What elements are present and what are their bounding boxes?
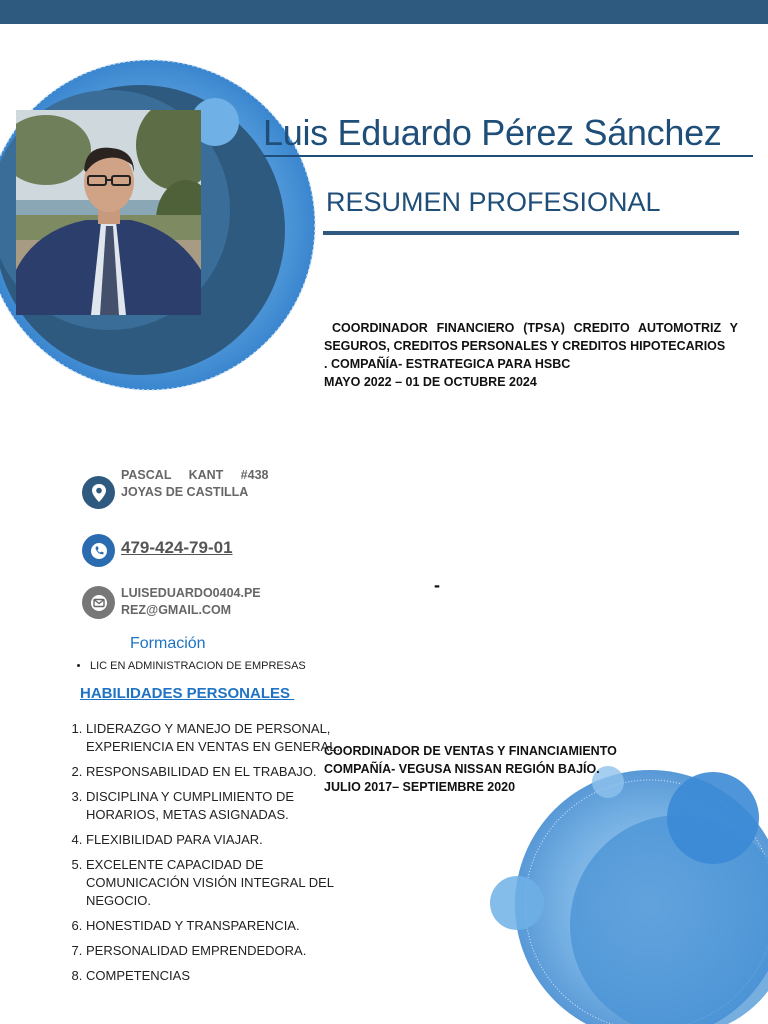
location-pin-icon xyxy=(82,476,115,509)
phone-number[interactable]: 479-424-79-01 xyxy=(121,538,233,557)
skill-item: 6. HONESTIDAD Y TRANSPARENCIA. xyxy=(86,917,361,935)
address-text xyxy=(121,467,269,501)
experience-line: COORDINADOR FINANCIERO (TPSA) CREDITO AUTOMOTRIZ Y xyxy=(332,321,738,335)
experience-line: SEGUROS, CREDITOS PERSONALES Y CREDITOS HIPOTECARIOS xyxy=(324,339,726,353)
formacion-list xyxy=(60,660,306,672)
skill-item: 5. EXCELENTE CAPACIDAD DE COMUNICACIÓN VISIÓN INTEGRAL DEL NEGOCIO. xyxy=(86,856,361,910)
email-icon xyxy=(82,586,115,619)
formacion-heading: Formación xyxy=(130,635,206,652)
profile-photo xyxy=(16,110,201,315)
skill-item: 1. LIDERAZGO Y MANEJO DE PERSONAL, EXPERIENCIA EN VENTAS EN GENERAL. xyxy=(86,720,361,756)
email-line: LUISEDUARDO0404.PE xyxy=(121,586,261,600)
habilidades-heading: HABILIDADES PERSONALES xyxy=(80,685,295,702)
skill-item: 8. COMPETENCIAS xyxy=(86,967,361,985)
experience-line: COORDINADOR DE VENTAS Y FINANCIAMIENTO xyxy=(324,744,617,758)
address-line: JOYAS DE CASTILLA xyxy=(121,485,249,499)
experience-line: COMPAÑÍA- VEGUSA NISSAN REGIÓN BAJÍO. xyxy=(324,762,600,776)
skill-item: 3. DISCIPLINA Y CUMPLIMIENTO DE HORARIOS, METAS ASIGNADAS. xyxy=(86,788,361,824)
experience-line: JULIO 2017– SEPTIEMBRE 2020 xyxy=(324,780,516,794)
phone-icon xyxy=(82,534,115,567)
address-line: PASCAL KANT #438 xyxy=(121,468,269,482)
email-line: REZ@GMAIL.COM xyxy=(121,603,232,617)
experience-entry-1 xyxy=(324,319,738,391)
stray-dash: - xyxy=(434,575,440,595)
skill-item: 2. RESPONSABILIDAD EN EL TRABAJO. xyxy=(86,763,361,781)
candidate-name: Luis Eduardo Pérez Sánchez xyxy=(263,112,753,157)
experience-line: . COMPAÑÍA- ESTRATEGICA PARA HSBC xyxy=(324,357,571,371)
section-title: RESUMEN PROFESIONAL xyxy=(326,187,661,217)
skills-list xyxy=(40,720,361,992)
skill-item: 7. PERSONALIDAD EMPRENDEDORA. xyxy=(86,942,361,960)
email-text[interactable] xyxy=(121,585,261,619)
formacion-item: • LIC EN ADMINISTRACION DE EMPRESAS xyxy=(90,660,306,672)
skill-item: 4. FLEXIBILIDAD PARA VIAJAR. xyxy=(86,831,361,849)
circle-bottom-small xyxy=(490,876,544,930)
experience-entry-2 xyxy=(324,742,738,796)
experience-line: MAYO 2022 – 01 DE OCTUBRE 2024 xyxy=(324,375,537,389)
title-underline xyxy=(323,231,739,235)
